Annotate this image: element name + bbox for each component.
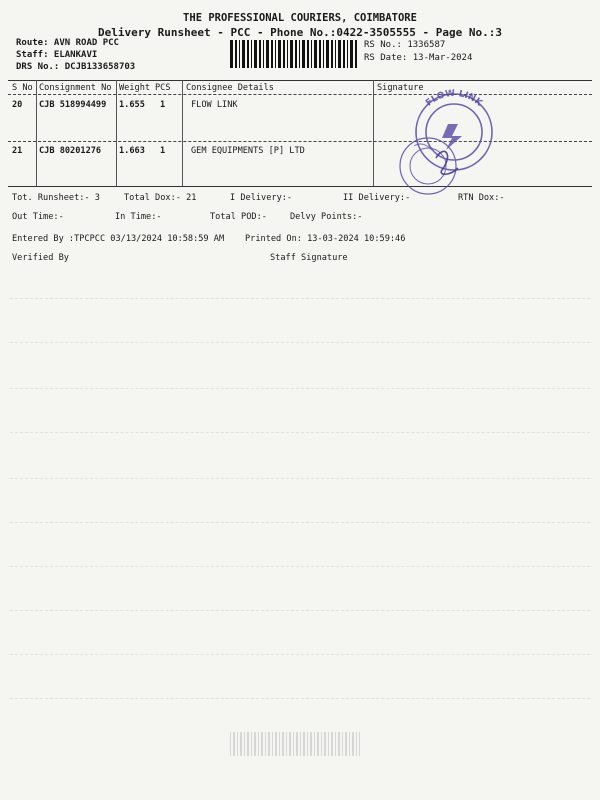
barcode xyxy=(230,40,358,68)
col-header-consignee: Consignee Details xyxy=(186,83,274,93)
total-pod: Total POD:- xyxy=(210,212,267,222)
rtn-dox: RTN Dox:- xyxy=(458,193,505,203)
col-header-consignment: Consignment No xyxy=(39,83,112,93)
entered-by: Entered By :TPCPCC 03/13/2024 10:58:59 AM xyxy=(12,234,225,244)
row-consignment: CJB 80201276 xyxy=(39,146,102,156)
row-weight: 1.655 xyxy=(119,100,145,110)
rs-date: RS Date: 13-Mar-2024 xyxy=(364,53,473,63)
col-divider xyxy=(182,80,183,186)
in-time: In Time:- xyxy=(115,212,162,222)
row-pcs: 1 xyxy=(160,146,166,156)
printed-on: Printed On: 13-03-2024 10:59:46 xyxy=(245,234,406,244)
show-through-background xyxy=(0,270,600,800)
col-header-weight: Weight xyxy=(119,83,151,93)
staff-signature: Staff Signature xyxy=(270,253,348,263)
col-divider xyxy=(373,80,374,186)
row-weight: 1.663 xyxy=(119,146,145,156)
verified-by: Verified By xyxy=(12,253,69,263)
rs-number: RS No.: 1336587 xyxy=(364,40,446,50)
table-top-rule xyxy=(8,80,592,81)
route-label: Route: AVN ROAD PCC xyxy=(16,38,119,48)
col-divider xyxy=(36,80,37,186)
svg-text:FLOW LINK xyxy=(424,89,484,109)
company-title: THE PROFESSIONAL COURIERS, COIMBATORE xyxy=(183,12,417,24)
row-consignment: CJB 518994499 xyxy=(39,100,107,110)
col-header-signature: Signature xyxy=(377,83,424,93)
i-delivery: I Delivery:- xyxy=(230,193,293,203)
runsheet-subtitle: Delivery Runsheet - PCC - Phone No.:0422-3505555 - Page No.:3 xyxy=(98,26,502,39)
col-header-pcs: PCS xyxy=(155,83,171,93)
row-consignee: GEM EQUIPMENTS [P] LTD xyxy=(191,146,305,156)
row-consignee: FLOW LINK xyxy=(191,100,238,110)
row-sno: 21 xyxy=(12,146,23,156)
total-dox: Total Dox:- 21 xyxy=(124,193,197,203)
tot-runsheet: Tot. Runsheet:- 3 xyxy=(12,193,100,203)
staff-label: Staff: ELANKAVI xyxy=(16,50,98,60)
row-pcs: 1 xyxy=(160,100,166,110)
out-time: Out Time:- xyxy=(12,212,64,222)
col-divider xyxy=(116,80,117,186)
ii-delivery: II Delivery:- xyxy=(343,193,411,203)
delvy-points: Delvy Points:- xyxy=(290,212,363,222)
drs-label: DRS No.: DCJB133658703 xyxy=(16,62,136,72)
col-header-sno: S No xyxy=(12,83,33,93)
stamp-arc-text: FLOW LINK xyxy=(424,88,484,109)
row-sno: 20 xyxy=(12,100,23,110)
